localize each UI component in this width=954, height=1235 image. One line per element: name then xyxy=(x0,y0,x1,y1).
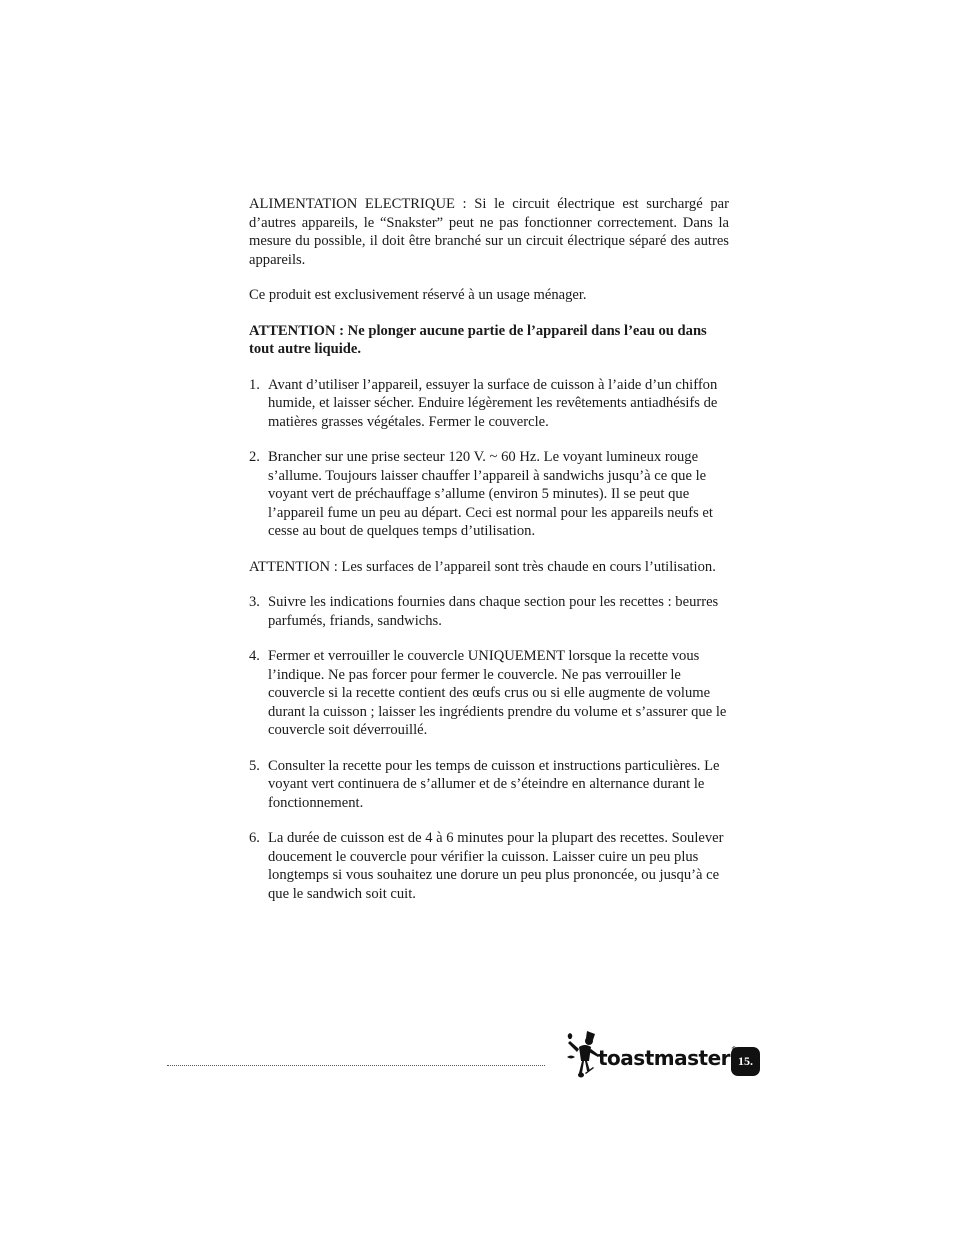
step-text: Suivre les indications fournies dans chaque section pour les recettes : beurres parfumés, friands, sandwichs. xyxy=(268,594,719,629)
step-text: Brancher sur une prise secteur 120 V. ~ 60 Hz. Le voyant lumineux rouge s’allume. Toujours laisser chauffer l’appareil à sandwichs jusqu’à ce que le voyant vert de préchauffage s’allume (environ 5 minutes). Il se peut que l’appareil fume un peu au départ. Ceci est normal pour les appareils neufs et cesse au bout de quelques temps d’utilisation. xyxy=(268,449,713,539)
step-4 xyxy=(249,647,729,740)
step-text: Consulter la recette pour les temps de cuisson et instructions particulières. Le voyant vert continuera de s’allumer et de s’éteindre en alternance durant le fonctionnement. xyxy=(268,757,720,811)
brand-name: toastmaster xyxy=(598,1046,737,1070)
step-number: 6. xyxy=(249,830,260,846)
step-text: La durée de cuisson est de 4 à 6 minutes pour la plupart des recettes. Soulever doucement le couvercle pour vérifier la cuisson. Laisser cuire un peu plus longtemps si vous souhaitez une dorure un peu plus prononcée, ou jusqu’à ce que le sandwich soit cuit. xyxy=(268,830,724,902)
immersion-warning: ATTENTION : Ne plonger aucune partie de l’appareil dans l’eau ou dans tout autre liquide. xyxy=(249,322,707,357)
step-3 xyxy=(249,593,729,630)
step-2 xyxy=(249,448,729,541)
chef-figure-icon xyxy=(565,1029,601,1079)
brand-logo xyxy=(565,1028,730,1080)
step-5 xyxy=(249,757,729,813)
step-text: Avant d’utiliser l’appareil, essuyer la surface de cuisson à l’aide d’un chiffon humide, et laisser sécher. Enduire légèrement les revêtements antiadhésifs de matières grasses végétales. Fermer le couvercle. xyxy=(268,376,718,430)
document-body xyxy=(249,195,729,920)
step-1 xyxy=(249,376,729,432)
step-6 xyxy=(249,829,729,903)
page-number-badge: 15. xyxy=(731,1047,760,1076)
power-supply-paragraph: ALIMENTATION ELECTRIQUE : Si le circuit électrique est surchargé par d’autres appareils, le “Snakster” peut ne pas fonctionner correctement. Dans la mesure du possible, il doit être branché sur un circuit électrique séparé des autres appareils. xyxy=(249,196,729,268)
step-number: 4. xyxy=(249,648,260,664)
step-number: 3. xyxy=(249,594,260,610)
step-number: 2. xyxy=(249,449,260,465)
hot-surface-warning: ATTENTION : Les surfaces de l’appareil sont très chaude en cours l’utilisation. xyxy=(249,558,716,575)
footer-divider xyxy=(167,1065,545,1066)
step-number: 5. xyxy=(249,757,260,774)
household-use-paragraph: Ce produit est exclusivement réservé à un usage ménager. xyxy=(249,287,587,303)
step-number: 1. xyxy=(249,376,260,393)
step-text: Fermer et verrouiller le couvercle UNIQUEMENT lorsque la recette vous l’indique. Ne pas forcer pour fermer le couvercle. Ne pas verrouiller le couvercle si la recette contient des œufs crus ou si elle augmente de volume durant la cuisson ; laisser les ingrédients prendre du volume et s’assurer que le couvercle soit déverrouillé. xyxy=(268,648,727,738)
